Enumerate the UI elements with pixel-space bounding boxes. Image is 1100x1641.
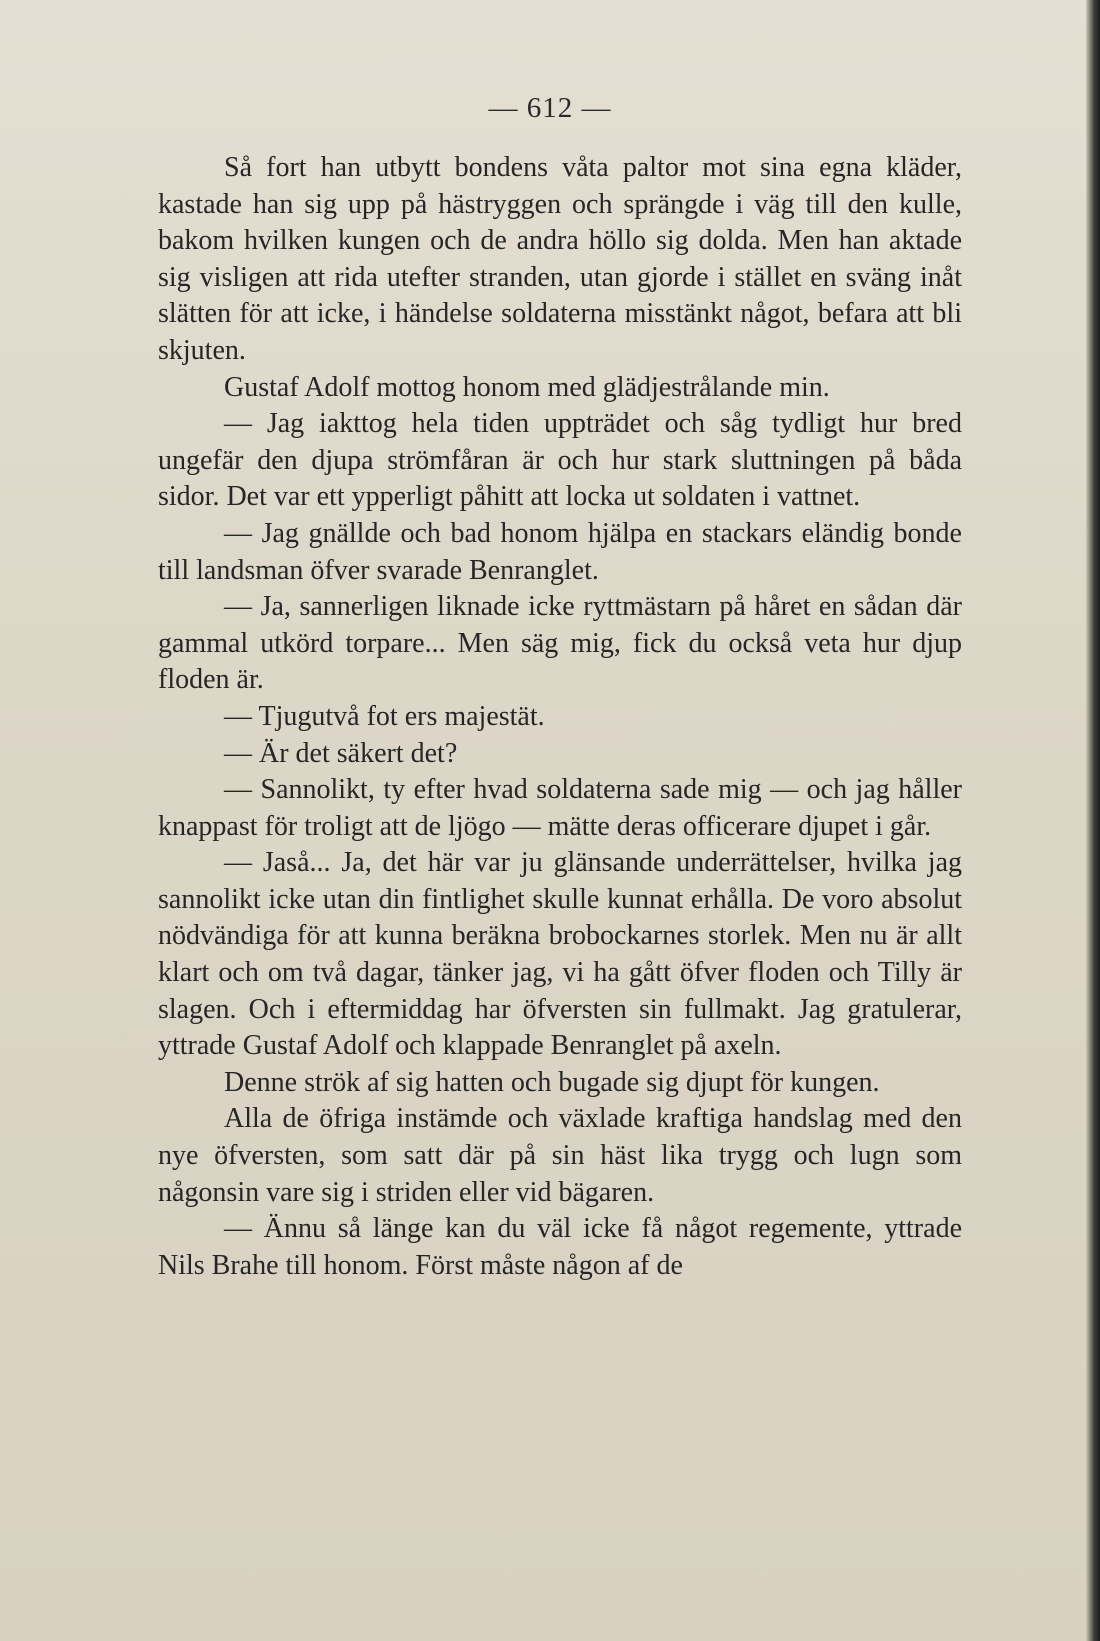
paragraph-9: — Jaså... Ja, det här var ju glänsande underrättelser, hvilka jag sannolikt icke utan din fintlighet skulle kunnat erhålla. De voro absolut nödvändiga för att kunna beräkna brobockarnes storlek. Men nu är allt klart och om två dagar, tänker jag, vi ha gått öfver floden och Tilly är slagen. Och i eftermiddag har öfversten sin fullmakt. Jag gratulerar, yttrade Gustaf Adolf och klappade Benranglet på axeln. (158, 847, 962, 1062)
paragraph-1: Så fort han utbytt bondens våta paltor mot sina egna kläder, kastade han sig upp på hästryggen och sprängde i väg till den kulle, bakom hvilken kungen och de andra höllo sig dolda. Men han aktade sig visligen att rida utefter stranden, utan gjorde i stället en sväng inåt slätten för att icke, i händelse soldaterna misstänkt något, befara att bli skjuten. (158, 152, 962, 366)
page-number: — 612 — (488, 92, 612, 124)
paragraph-10: Denne strök af sig hatten och bugade sig djupt för kungen. (224, 1066, 880, 1098)
paragraph-5: — Ja, sannerligen liknade icke ryttmästarn på håret en sådan där gammal utkörd torpare... Men säg mig, fick du också veta hur djup floden är. (158, 591, 962, 696)
paragraph-8: — Sannolikt, ty efter hvad soldaterna sade mig — och jag håller knappast för troligt att de ljögo — mätte deras officerare djupet i går. (158, 774, 962, 842)
page-edge-shadow (1086, 0, 1100, 1641)
paragraph-11: Alla de öfriga instämde och växlade kraftiga handslag med den nye öfversten, som satt där på sin häst lika trygg och lugn som någonsin vare sig i striden eller vid bägaren. (158, 1103, 962, 1208)
paragraph-3: — Jag iakttog hela tiden uppträdet och såg tydligt hur bred ungefär den djupa strömfåran är och hur stark sluttningen på båda sidor. Det var ett ypperligt påhitt att locka ut soldaten i vattnet. (158, 408, 962, 513)
paragraph-7: — Är det säkert det? (224, 737, 458, 769)
paragraph-2: Gustaf Adolf mottog honom med glädjestrålande min. (224, 371, 830, 403)
paragraph-12: — Ännu så länge kan du väl icke få något regemente, yttrade Nils Brahe till honom. Först måste någon af de (158, 1213, 962, 1281)
paragraph-6: — Tjugutvå fot ers majestät. (224, 700, 545, 732)
paragraph-4: — Jag gnällde och bad honom hjälpa en stackars eländig bonde till landsman öfver svarade Benranglet. (158, 517, 962, 586)
body-text (158, 150, 962, 1284)
